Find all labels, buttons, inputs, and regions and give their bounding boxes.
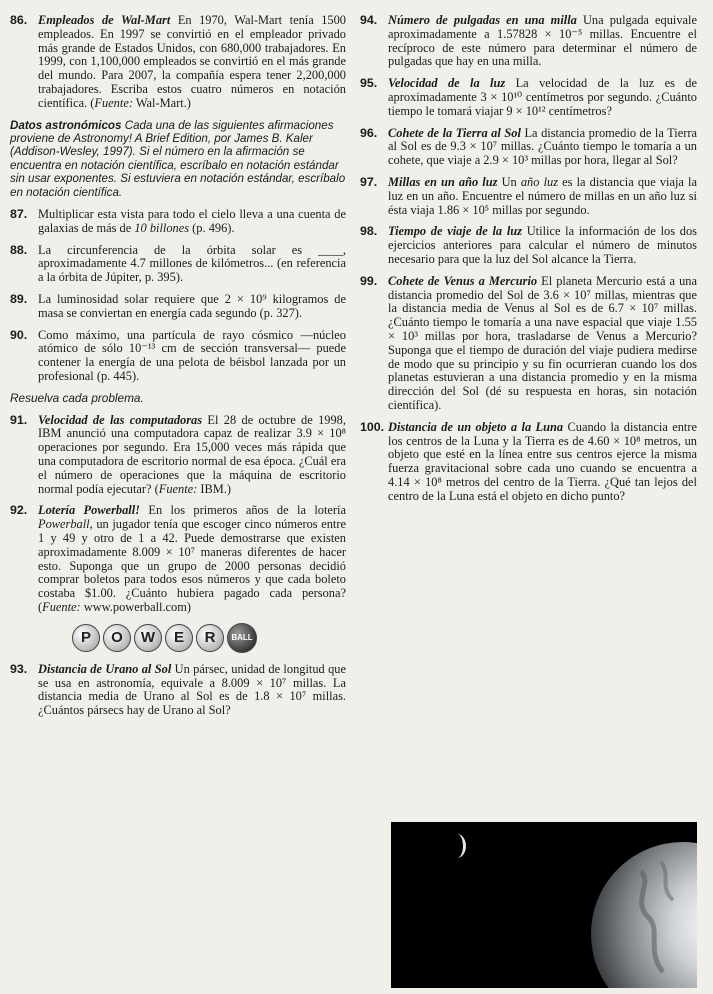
exercise-number: 90. xyxy=(10,327,28,342)
exercise-text-italic: 10 billones xyxy=(134,220,190,235)
logo-ball: E xyxy=(165,624,193,652)
exercise-title: Distancia de Urano al Sol xyxy=(38,661,172,676)
exercise-88 xyxy=(10,244,346,285)
source-label: Fuente: xyxy=(42,599,81,614)
left-column xyxy=(10,14,346,726)
exercise-text: En los primeros años de la lotería xyxy=(148,503,346,518)
exercise-text: El 28 de octubre de 1998, IBM anunció una computadora capaz de realizar 3.9 × 10⁸ operaciones por segundo. Era 15,000 veces más rápida que una computadora de escritorio normal de esa época. ¿Cuál era el número de operaciones que la máquina de escritorio normal podía ejecutar? ( xyxy=(38,412,346,496)
exercise-91 xyxy=(10,414,346,497)
exercise-number: 89. xyxy=(10,292,28,306)
logo-ball: R xyxy=(196,624,224,652)
exercise-text: Un xyxy=(501,174,521,189)
exercise-text-italic: año luz xyxy=(520,174,559,189)
exercise-title: Velocidad de las computadoras xyxy=(38,412,203,427)
exercise-number: 98. xyxy=(360,224,378,239)
exercise-number: 88. xyxy=(10,242,28,257)
exercise-number: 94. xyxy=(360,13,378,27)
logo-powerball: BALL xyxy=(227,623,257,653)
logo-ball: W xyxy=(134,624,162,652)
exercise-number: 92. xyxy=(10,503,28,518)
exercise-title: Velocidad de la luz xyxy=(388,76,506,91)
powerball-logo xyxy=(72,623,346,653)
exercise-89 xyxy=(10,293,346,321)
exercise-number: 97. xyxy=(360,174,378,189)
exercise-92 xyxy=(10,504,346,614)
exercise-98 xyxy=(360,225,697,266)
exercise-title: Tiempo de viaje de la luz xyxy=(388,224,522,239)
exercise-100 xyxy=(360,421,697,504)
exercise-text: es la distancia que viaja la luz en un año. Encuentre el número de millas en un año luz si ésta viaja 1.86 × 10⁵ millas por segundo. xyxy=(388,174,697,217)
exercise-number: 86. xyxy=(10,13,28,27)
exercise-text: La circunferencia de la órbita solar es ____, aproximadamente 4.7 millones de kilómetros... (en referencia a la órbita de Júpiter, p. 395). xyxy=(38,242,346,285)
exercise-number: 100. xyxy=(360,419,385,434)
exercise-99 xyxy=(360,275,697,413)
exercise-90 xyxy=(10,329,346,384)
intro-text: Cada una de las siguientes afirmaciones proviene de Astronomy! A Brief Edition, por James B. Kaler (Addison-Wesley, 1997). Si el número en la afirmación se encuentra en notación científica, escríbalo en notación estándar sin usar exponentes. Si estuviera en notación estándar, escríbalo en notación científica. xyxy=(10,118,346,199)
exercise-text: La luminosidad solar requiere que 2 × 10⁹ kilogramos de masa se conviertan en energía cada segundo (p. 327). xyxy=(38,292,346,320)
exercise-text: Una pulgada equivale aproximadamente a 1.57828 × 10⁻⁵ millas. Encuentre el recíproco de este número para determinar el número de pulgadas que hay en una milla. xyxy=(388,13,698,69)
exercise-87 xyxy=(10,208,346,236)
logo-ball: P xyxy=(72,624,100,652)
exercise-text: (p. 496). xyxy=(189,220,235,235)
exercise-text: Un pársec, unidad de longitud que se usa en astronomía, equivale a 8.009 × 10⁷ millas. La distancia media de Urano al Sol es de 1.8 × 10⁷ millas. ¿Cuántos pársecs hay de Urano al Sol? xyxy=(38,661,346,718)
exercise-text: La velocidad de la luz es de aproximadamente 3 × 10¹⁰ centímetros por segundo. ¿Cuánto tiempo le tomará viajar 9 × 10¹² centímetros? xyxy=(388,76,697,118)
earth-moon-illustration xyxy=(391,822,697,988)
exercise-97 xyxy=(360,176,697,217)
exercise-95 xyxy=(360,77,697,118)
exercise-title: Número de pulgadas en una milla xyxy=(388,13,577,27)
right-column xyxy=(360,14,697,512)
exercise-86 xyxy=(10,14,346,111)
source-text: Wal-Mart.) xyxy=(132,95,191,110)
exercise-title: Empleados de Wal-Mart xyxy=(38,13,171,27)
exercise-title: Cohete de Venus a Mercurio xyxy=(388,273,538,288)
exercise-number: 87. xyxy=(10,207,28,222)
exercise-title: Cohete de la Tierra al Sol xyxy=(388,125,521,140)
section-label: Resuelva cada problema. xyxy=(10,390,144,405)
exercise-title: Lotería Powerball! xyxy=(38,503,141,518)
exercise-text: Multiplicar esta vista para todo el cielo lleva a una cuenta de galaxias de más de xyxy=(38,207,346,235)
earth-moon-photo xyxy=(391,822,697,988)
exercise-number: 93. xyxy=(10,661,28,676)
source-text: www.powerball.com) xyxy=(80,599,192,614)
exercise-number: 96. xyxy=(360,125,378,140)
exercise-text: , un jugador tenía que escoger cinco números entre 1 y 49 y otro de 1 a 42. Puede demostrarse que existen aproximadamente 8.009 × 10⁷ maneras diferentes de hacer esto. Suponga que un grupo de 2000 personas decidió comprar boletos para todos esos números y que cada boleto costaba $1.00. ¿Cuánto hubiera pagado cada persona? ( xyxy=(38,517,346,614)
source-text: IBM.) xyxy=(197,481,232,496)
exercise-text: La distancia promedio de la Tierra al Sol es de 9.3 × 10⁷ millas. ¿Cuánto tiempo le tomaría a un cohete, que viaje a 2.9 × 10³ millas por hora, llegar al Sol? xyxy=(388,125,697,168)
exercise-text: En 1970, Wal-Mart tenía 1500 empleados. En 1997 se convirtió en el empleador privado más grande de Estados Unidos, con 680,000 trabajadores. En 1999, con 1,100,000 empleados se convirtió en el más grande del mundo. Para 2007, la compañía espera tener 2,200,000 trabajadores. Escriba estos cuatro números en notación científica. ( xyxy=(38,13,346,110)
exercise-title: Millas en un año luz xyxy=(388,174,498,189)
exercise-96 xyxy=(360,127,697,168)
exercise-text: Cuando la distancia entre los centros de la Luna y la Tierra es de 4.60 × 10⁸ metros, un objeto que esté en la línea entre sus centros ejerce la misma fuerza gravitacional sobre cada uno cuando se encuentra a 4.14 × 10⁸ metros del centro de la Tierra. ¿Qué tan lejos del centro de la Luna está el objeto en dicho punto? xyxy=(388,419,697,503)
exercise-number: 91. xyxy=(10,412,28,427)
exercise-93 xyxy=(10,663,346,718)
source-label: Fuente: xyxy=(158,481,198,496)
section-intro xyxy=(10,119,346,199)
exercise-text: Como máximo, una partícula de rayo cósmico —núcleo atómico de sólo 10⁻¹³ cm de sección transversal— puede contener la energía de una pelota de béisbol lanzada por un profesional (p. 445). xyxy=(38,327,346,383)
exercise-text: El planeta Mercurio está a una distancia promedio del Sol de 3.6 × 10⁷ millas, mientras que la distancia media de Venus al Sol es de 6.7 × 10⁷ millas. ¿Cuánto tiempo le tomaría a una nave espacial que viaje 1.55 × 10³ millas por hora, trasladarse de Venus a Mercurio? Suponga que el tiempo de duración del viaje pudiera medirse de modo que su principio y su fin ocurrieran cuando los dos planetas estuvieran a una distancia promedio y en la misma dirección del Sol (dé su respuesta en horas, sin notación científica). xyxy=(388,273,697,412)
exercise-text-italic: Powerball xyxy=(38,517,90,532)
intro-title: Datos astronómicos xyxy=(10,118,122,132)
source-label: Fuente: xyxy=(94,95,133,110)
exercise-text: Utilice la información de los dos ejercicios anteriores para calcular el número de minutos necesario para que la luz del Sol alcance la Tierra. xyxy=(388,224,697,266)
exercise-number: 99. xyxy=(360,273,378,288)
exercise-94 xyxy=(360,14,697,69)
exercise-title: Distancia de un objeto a la Luna xyxy=(388,419,564,434)
exercise-number: 95. xyxy=(360,76,378,91)
logo-ball: O xyxy=(103,624,131,652)
